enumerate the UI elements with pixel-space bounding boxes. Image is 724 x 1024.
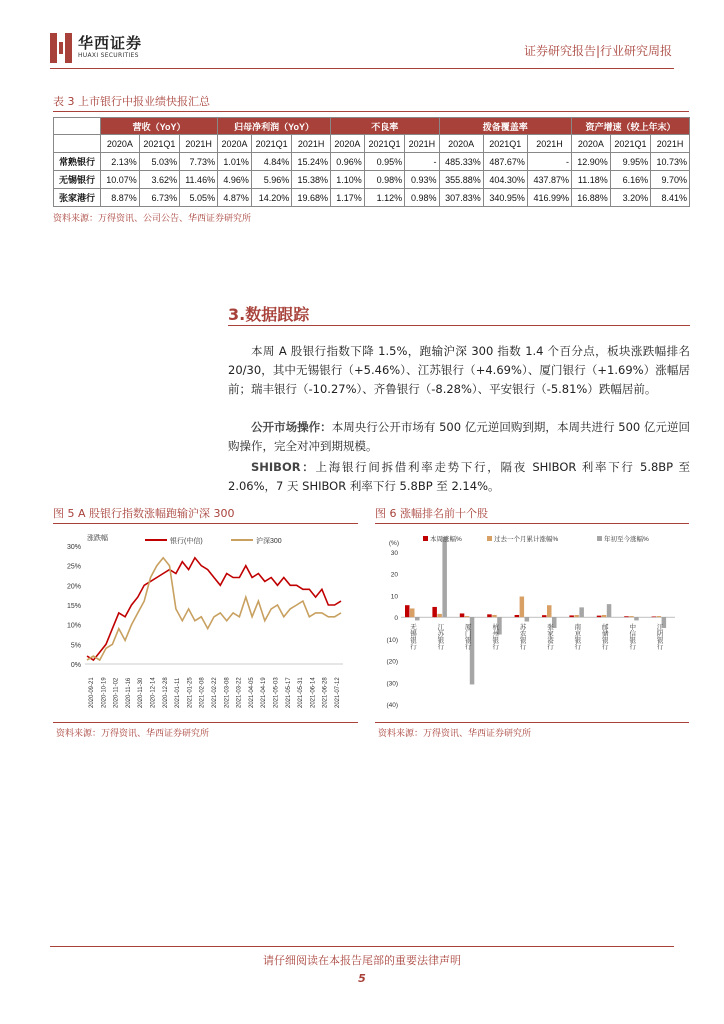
bar <box>607 604 612 617</box>
table-cell: 1.10% <box>330 171 364 189</box>
fig6-source: 资料来源：万得资讯、华西证券研究所 <box>378 729 532 739</box>
table-cell: 487.67% <box>483 153 527 171</box>
table-cell: 4.87% <box>218 189 252 207</box>
table-cell: 5.05% <box>180 189 218 207</box>
table-cell: 11.46% <box>180 171 218 189</box>
bar <box>525 617 530 621</box>
shibor-text: 上海银行间拆借利率走势下行，隔夜 SHIBOR 利率下行 5.8BP 至 2.06%，7 天 SHIBOR 利率下行 5.8BP 至 2.14%。 <box>228 460 690 493</box>
x-category-label: 张家港行 <box>546 623 554 650</box>
fig5-bottom-divider <box>53 722 358 723</box>
bar <box>515 615 520 617</box>
bank-name: 无锡银行 <box>54 171 101 189</box>
bar <box>629 616 634 617</box>
bar <box>652 616 657 617</box>
table-cell: 2.13% <box>101 153 140 171</box>
series-line-0 <box>87 558 341 660</box>
bar <box>657 616 662 617</box>
x-tick-label: 2021-05-03 <box>273 677 280 708</box>
bar <box>460 613 465 617</box>
table-cell: 14.20% <box>251 189 291 207</box>
table-cell: 355.88% <box>439 171 483 189</box>
x-tick-label: 2021-03-08 <box>224 677 231 708</box>
period-header: 2021H <box>180 135 218 153</box>
bank-name: 张家港行 <box>54 189 101 207</box>
period-header: 2020A <box>330 135 364 153</box>
table-source: 资料来源：万得资讯、公司公告、华西证券研究所 <box>53 214 252 224</box>
footer-disclaimer: 请仔细阅读在本报告尾部的重要法律声明 <box>263 954 461 967</box>
period-header: 2021H <box>292 135 331 153</box>
group-header: 归母净利润（YoY） <box>218 118 331 135</box>
legend-label-1: 过去一个月累计涨幅% <box>494 536 559 543</box>
x-tick-label: 2021-04-19 <box>261 677 268 708</box>
table-cell: 6.16% <box>610 171 650 189</box>
table-cell: 0.98% <box>364 171 404 189</box>
x-category-label: 杭州银行 <box>491 623 500 650</box>
table-cell: 5.03% <box>139 153 179 171</box>
bar <box>547 605 552 617</box>
y-axis-label: 涨跌幅 <box>87 535 108 542</box>
bar <box>442 537 447 617</box>
y-tick-label: 5% <box>70 642 81 650</box>
table-cell: 0.95% <box>364 153 404 171</box>
table-cell: 10.07% <box>101 171 140 189</box>
x-category-label: 邮储银行 <box>600 623 609 650</box>
table-cell: - <box>405 153 439 171</box>
x-tick-label: 2020-09-21 <box>89 677 95 708</box>
table-corner <box>54 118 101 135</box>
group-header: 资产增速（较上年末） <box>572 118 690 135</box>
logo-cn-text: 华西证券 <box>78 34 143 52</box>
table-cell: 8.87% <box>101 189 140 207</box>
group-header: 不良率 <box>330 118 439 135</box>
x-tick-label: 2020-11-16 <box>125 677 132 708</box>
top-ten-stocks-bar-chart <box>375 528 689 720</box>
table-cell: 1.01% <box>218 153 252 171</box>
table-cell: 1.12% <box>364 189 404 207</box>
table-cell: 11.18% <box>572 171 611 189</box>
period-header: 2020A <box>439 135 483 153</box>
x-category-label: 无锡银行 <box>409 623 417 650</box>
period-header: 2020A <box>572 135 611 153</box>
table-cell: 9.70% <box>651 171 690 189</box>
bar <box>487 614 492 617</box>
period-header: 2021H <box>527 135 571 153</box>
y-tick-label: 30% <box>66 544 81 551</box>
x-tick-label: 2021-05-17 <box>285 677 292 708</box>
period-header: 2021Q1 <box>139 135 179 153</box>
bar <box>569 615 574 617</box>
bar <box>597 616 602 618</box>
bar <box>405 605 410 617</box>
x-tick-label: 2020-12-14 <box>150 677 157 708</box>
y-tick-label: 10% <box>66 622 81 630</box>
table-cell: 7.73% <box>180 153 218 171</box>
report-type: 证券研究报告|行业研究周报 <box>523 44 672 58</box>
legend-label-0: 银行(中信) <box>170 538 203 545</box>
section-divider <box>228 325 690 326</box>
bar <box>602 615 607 617</box>
table-cell: 9.95% <box>610 153 650 171</box>
x-category-label: 江苏银行 <box>436 623 445 650</box>
bar <box>492 615 497 617</box>
fig6-bottom-divider <box>375 722 689 723</box>
y-tick-label: 10 <box>390 593 398 601</box>
x-category-label: 厦门银行 <box>463 623 472 650</box>
y-tick-label: (10) <box>386 636 398 644</box>
x-category-label: 南京银行 <box>573 623 582 650</box>
bar <box>410 608 415 617</box>
table-cell: 4.84% <box>251 153 291 171</box>
paragraph-shibor <box>228 458 690 496</box>
fig5-divider <box>53 523 358 524</box>
bank-vs-csi300-line-chart <box>53 528 358 720</box>
table-cell: 0.98% <box>405 189 439 207</box>
bar <box>465 616 470 617</box>
legend-label-0: 本周涨幅% <box>430 536 462 543</box>
x-tick-label: 2021-05-31 <box>298 677 305 708</box>
table-cell: - <box>527 153 571 171</box>
x-tick-label: 2021-06-14 <box>310 677 317 708</box>
shibor-label: SHIBOR： <box>251 460 316 474</box>
table-cell: 5.96% <box>251 171 291 189</box>
table-cell: 8.41% <box>651 189 690 207</box>
footer-divider <box>50 946 674 947</box>
legend-swatch-0 <box>423 536 428 541</box>
group-header: 营收（YoY） <box>101 118 218 135</box>
period-header: 2021H <box>405 135 439 153</box>
y-tick-label: 25% <box>66 563 81 571</box>
y-tick-label: 0 <box>394 615 398 623</box>
x-tick-label: 2021-01-11 <box>175 677 182 708</box>
period-header: 2020A <box>218 135 252 153</box>
table-cell: 3.62% <box>139 171 179 189</box>
x-tick-label: 2020-11-30 <box>138 677 145 708</box>
table-cell: 307.83% <box>439 189 483 207</box>
table-cell: 10.73% <box>651 153 690 171</box>
bar <box>574 615 579 617</box>
fig6-divider <box>375 523 689 524</box>
y-tick-label: 15% <box>66 603 81 610</box>
bar <box>432 607 437 617</box>
section-title: 3.数据跟踪 <box>228 305 310 324</box>
y-tick-label: 20% <box>66 583 81 591</box>
x-category-label: 中信银行 <box>628 623 637 650</box>
x-tick-label: 2021-02-08 <box>199 677 206 708</box>
legend-label-1: 沪深300 <box>256 538 282 545</box>
table-cell: 0.96% <box>330 153 364 171</box>
period-header: 2021Q1 <box>251 135 291 153</box>
bank-name: 常熟银行 <box>54 153 101 171</box>
table-cell: 485.33% <box>439 153 483 171</box>
table-cell: 15.38% <box>292 171 331 189</box>
x-category-label: 苏农银行 <box>518 623 527 650</box>
y-tick-label: 30 <box>390 550 398 557</box>
table-cell: 416.99% <box>527 189 571 207</box>
legend-swatch-2 <box>597 536 602 541</box>
table-row <box>54 153 690 171</box>
y-tick-label: (20) <box>386 658 398 666</box>
x-category-label: 江阴银行 <box>655 623 664 650</box>
table-cell: 1.17% <box>330 189 364 207</box>
header-divider <box>50 68 674 69</box>
table-title-divider <box>53 111 689 112</box>
period-header: 2021Q1 <box>610 135 650 153</box>
table-cell: 19.68% <box>292 189 331 207</box>
x-tick-label: 2021-04-05 <box>248 677 255 708</box>
open-market-text: 本周央行公开市场有 500 亿元逆回购到期，本周共进行 500 亿元逆回购操作，完全对冲到期规模。 <box>228 420 690 453</box>
bar <box>634 617 639 620</box>
table-cell: 0.93% <box>405 171 439 189</box>
x-tick-label: 2021-06-28 <box>322 677 329 708</box>
legend-swatch-1 <box>487 536 492 541</box>
bar <box>437 614 442 617</box>
x-tick-label: 2021-07-12 <box>335 677 341 708</box>
page-number: 5 <box>358 972 366 985</box>
table-cell: 4.96% <box>218 171 252 189</box>
table-cell: 340.95% <box>483 189 527 207</box>
logo-en-text: HUAXI SECURITIES <box>78 52 139 59</box>
table-title: 表 3 上市银行中报业绩快报汇总 <box>53 95 210 108</box>
x-tick-label: 2021-01-25 <box>187 677 194 708</box>
x-tick-label: 2021-02-22 <box>212 677 218 708</box>
paragraph-index-performance: 本周 A 股银行指数下降 1.5%，跑输沪深 300 指数 1.4 个百分点，板块涨跌幅排名 20/30，其中无锡银行（+5.46%）、江苏银行（+4.69%）、厦门银行（+1.69%）涨幅居前；瑞丰银行（-10.27%）、齐鲁银行（-8.28%）、平安银行（-5.81%）跌幅居前。 <box>228 344 690 396</box>
fig5-title: 图 5 A 股银行指数涨幅跑输沪深 300 <box>53 507 235 520</box>
group-header: 拨备覆盖率 <box>439 118 572 135</box>
x-tick-label: 2021-03-22 <box>236 677 243 708</box>
fig6-title: 图 6 涨幅排名前十个股 <box>375 507 488 520</box>
x-tick-label: 2020-12-28 <box>162 677 169 708</box>
x-tick-label: 2020-11-02 <box>113 677 120 708</box>
table-cell: 6.73% <box>139 189 179 207</box>
table-corner <box>54 135 101 153</box>
y-tick-label: 20 <box>390 571 398 579</box>
period-header: 2021Q1 <box>364 135 404 153</box>
series-line-1 <box>87 558 341 660</box>
x-tick-label: 2020-10-19 <box>101 677 108 708</box>
table-cell: 3.20% <box>610 189 650 207</box>
table-row <box>54 189 690 207</box>
bank-results-table <box>53 117 690 207</box>
bar <box>579 607 584 617</box>
huaxi-logo-mark-icon <box>50 33 72 63</box>
period-header: 2021Q1 <box>483 135 527 153</box>
table-cell: 12.90% <box>572 153 611 171</box>
period-header: 2021H <box>651 135 690 153</box>
legend-label-2: 年初至今涨幅% <box>604 536 649 543</box>
table-cell: 15.24% <box>292 153 331 171</box>
y-unit-label: (%) <box>388 540 399 547</box>
bar <box>520 597 525 618</box>
paragraph-open-market <box>228 418 690 456</box>
bar <box>542 615 547 617</box>
y-tick-label: (40) <box>386 702 398 709</box>
bar <box>415 617 420 620</box>
table-row <box>54 171 690 189</box>
table-cell: 16.88% <box>572 189 611 207</box>
open-market-label: 公开市场操作： <box>251 420 332 434</box>
period-header: 2020A <box>101 135 140 153</box>
table-cell: 437.87% <box>527 171 571 189</box>
bar <box>624 616 629 617</box>
table-cell: 404.30% <box>483 171 527 189</box>
y-tick-label: (30) <box>386 680 398 688</box>
period-header-row <box>54 135 690 153</box>
y-tick-label: 0% <box>70 662 81 669</box>
fig5-source: 资料来源：万得资讯、华西证券研究所 <box>56 729 210 739</box>
